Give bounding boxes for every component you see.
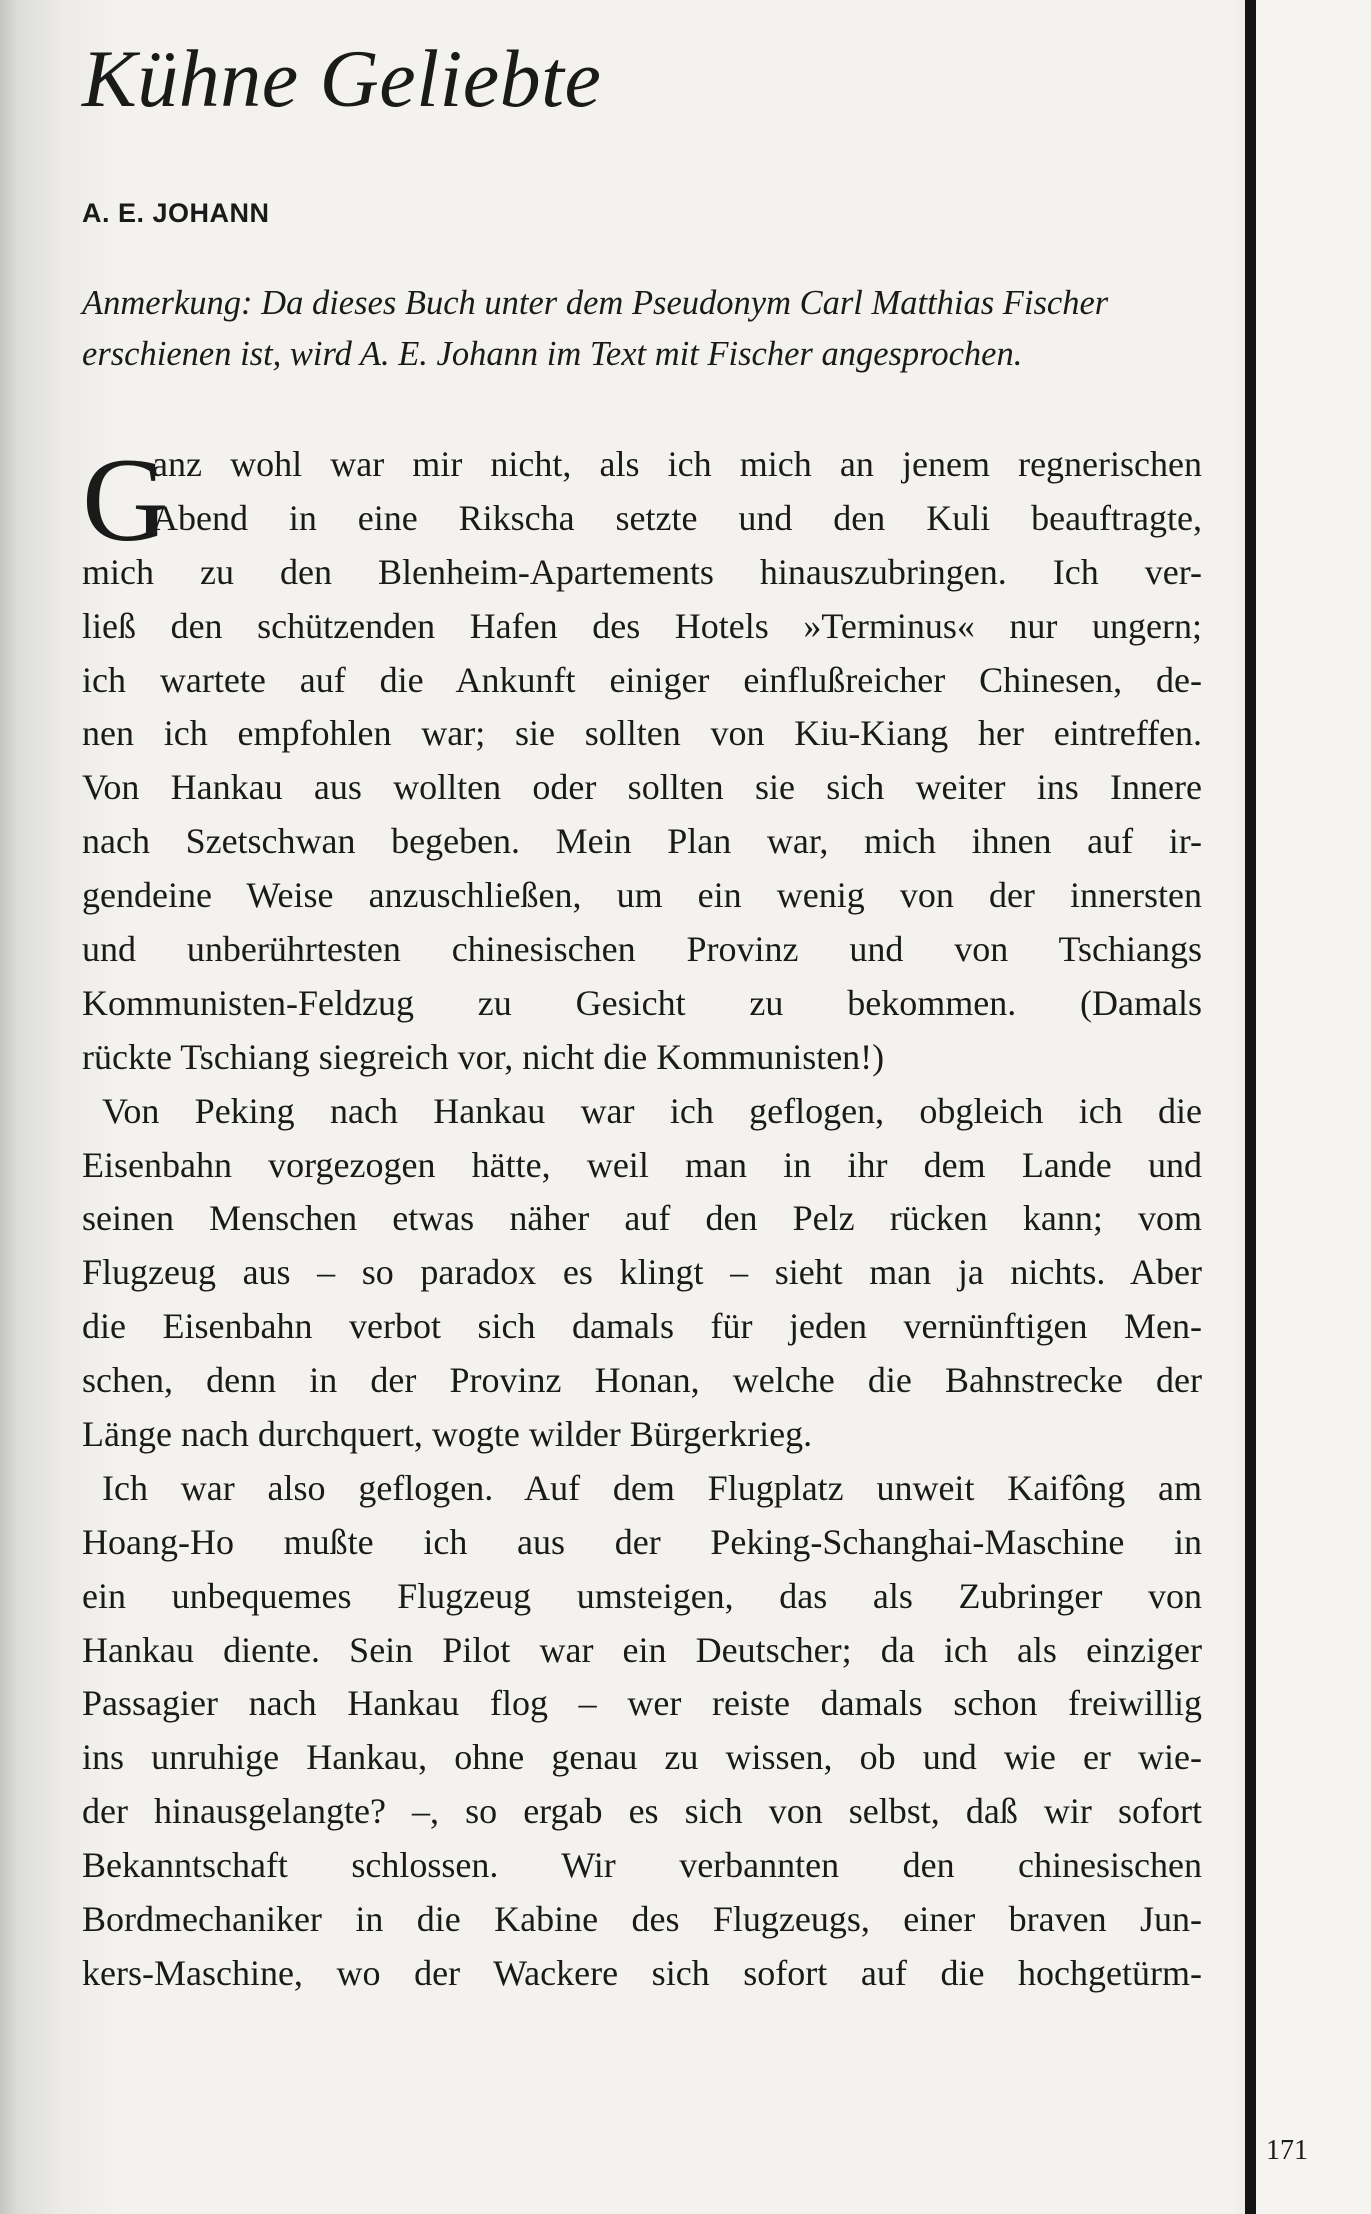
- text-line: Flugzeug aus – so paradox es klingt – sieht man ja nichts. Aber: [82, 1252, 1202, 1293]
- text-line: rückte Tschiang siegreich vor, nicht die Kommunisten!): [82, 1036, 885, 1077]
- text-line: die Eisenbahn verbot sich damals für jeden vernünftigen Men-: [82, 1306, 1202, 1347]
- text-line: Hoang-Ho mußte ich aus der Peking-Schanghai-Maschine in: [82, 1521, 1202, 1562]
- text-line: ließ den schützenden Hafen des Hotels »Terminus« nur ungern;: [82, 605, 1202, 646]
- text-line: Von Peking nach Hankau war ich geflogen, obgleich ich die: [102, 1090, 1202, 1131]
- text-line: ins unruhige Hankau, ohne genau zu wissen, ob und wie er wie-: [82, 1737, 1202, 1778]
- right-margin: [1256, 0, 1371, 2214]
- text-line: ich wartete auf die Ankunft einiger einflußreicher Chinesen, de-: [82, 659, 1202, 700]
- text-line: ein unbequemes Flugzeug umsteigen, das als Zubringer von: [82, 1575, 1202, 1616]
- text-line: Bekanntschaft schlossen. Wir verbannten den chinesischen: [82, 1845, 1202, 1886]
- text-line: Hankau diente. Sein Pilot war ein Deutscher; da ich als einziger: [82, 1629, 1202, 1670]
- text-line: Passagier nach Hankau flog – wer reiste damals schon freiwillig: [82, 1683, 1202, 1724]
- drop-cap: G: [82, 433, 169, 566]
- note-line: Anmerkung: Da dieses Buch unter dem Pseudonym Carl Matthias Fischer: [82, 284, 1109, 322]
- text-line: seinen Menschen etwas näher auf den Pelz rücken kann; vom: [82, 1198, 1202, 1239]
- text-line: Ich war also geflogen. Auf dem Flugplatz unweit Kaifông am: [102, 1467, 1202, 1508]
- text-line: Länge nach durchquert, wogte wilder Bürgerkrieg.: [82, 1414, 813, 1455]
- text-line: schen, denn in der Provinz Honan, welche die Bahnstrecke der: [82, 1360, 1202, 1401]
- author-name: A. E. JOHANN: [82, 198, 270, 228]
- text-line: Von Hankau aus wollten oder sollten sie sich weiter ins Innere: [82, 767, 1202, 808]
- text-line: nach Szetschwan begeben. Mein Plan war, mich ihnen auf ir-: [82, 821, 1202, 862]
- note-line: erschienen ist, wird A. E. Johann im Text mit Fischer angesprochen.: [82, 335, 1023, 373]
- text-line: und unberührtesten chinesischen Provinz und von Tschiangs: [82, 929, 1202, 970]
- text-line: Bordmechaniker in die Kabine des Flugzeugs, einer braven Jun-: [82, 1899, 1202, 1940]
- chapter-title: Kühne Geliebte: [82, 33, 602, 124]
- text-line: kers-Maschine, wo der Wackere sich sofort auf die hochgetürm-: [82, 1952, 1202, 1993]
- editor-note: [82, 278, 1202, 380]
- text-line: anz wohl war mir nicht, als ich mich an jenem regnerischen: [152, 444, 1202, 484]
- text-line: der hinausgelangte? –, so ergab es sich von selbst, daß wir sofort: [82, 1791, 1202, 1832]
- text-line: gendeine Weise anzuschließen, um ein wenig von der innersten: [82, 875, 1202, 916]
- text-line: nen ich empfohlen war; sie sollten von Kiu-Kiang her eintreffen.: [82, 713, 1202, 754]
- text-line: Abend in eine Rikscha setzte und den Kuli beauftragte,: [152, 497, 1202, 538]
- vertical-rule: [1245, 0, 1256, 2214]
- page-number: 171: [1266, 2135, 1308, 2166]
- text-line: Eisenbahn vorgezogen hätte, weil man in ihr dem Lande und: [82, 1144, 1202, 1185]
- text-line: Kommunisten-Feldzug zu Gesicht zu bekommen. (Damals: [82, 982, 1202, 1023]
- text-line: mich zu den Blenheim-Apartements hinauszubringen. Ich ver-: [82, 551, 1202, 592]
- body-text: [82, 433, 1202, 2001]
